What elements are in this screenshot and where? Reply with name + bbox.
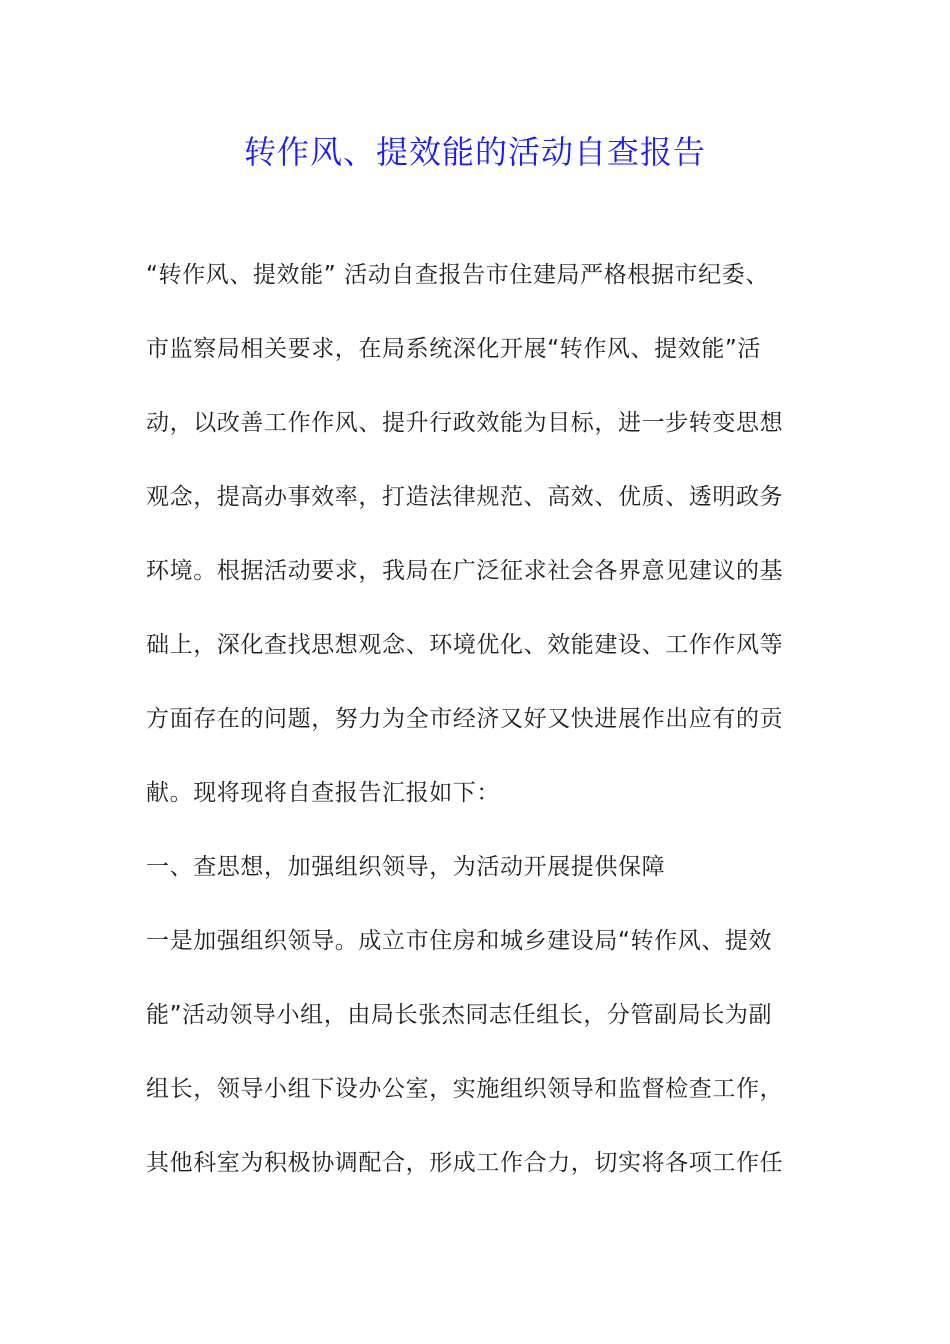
body-line: 献。现将现将自查报告汇报如下：	[146, 780, 500, 806]
body-line: “转作风、提效能” 活动自查报告市住建局严格根据市纪委、	[146, 262, 769, 288]
document-body	[146, 248, 806, 1210]
body-line: 环境。根据活动要求，我局在广泛征求社会各界意见建议的基	[146, 558, 784, 584]
body-line: 动，以改善工作作风、提升行政效能为目标，进一步转变思想	[146, 410, 784, 436]
body-line: 市监察局相关要求，在局系统深化开展“转作风、提效能”活	[146, 336, 762, 362]
section-heading: 一、查思想，加强组织领导，为活动开展提供保障	[146, 854, 666, 880]
body-line: 能”活动领导小组，由局长张杰同志任组长，分管副局长为副	[146, 1002, 773, 1028]
body-line: 方面存在的问题，努力为全市经济又好又快进展作出应有的贡	[146, 706, 784, 732]
body-line: 其他科室为积极协调配合，形成工作合力，切实将各项工作任	[146, 1150, 784, 1176]
body-line: 观念，提高办事效率，打造法律规范、高效、优质、透明政务	[146, 484, 784, 510]
body-line: 础上，深化查找思想观念、环境优化、效能建设、工作作风等	[146, 632, 784, 658]
document-title: 转作风、提效能的活动自查报告	[243, 133, 706, 171]
body-line: 一是加强组织领导。成立市住房和城乡建设局“转作风、提效	[146, 928, 773, 954]
body-line: 组长，领导小组下设办公室，实施组织领导和监督检查工作，	[146, 1076, 784, 1102]
